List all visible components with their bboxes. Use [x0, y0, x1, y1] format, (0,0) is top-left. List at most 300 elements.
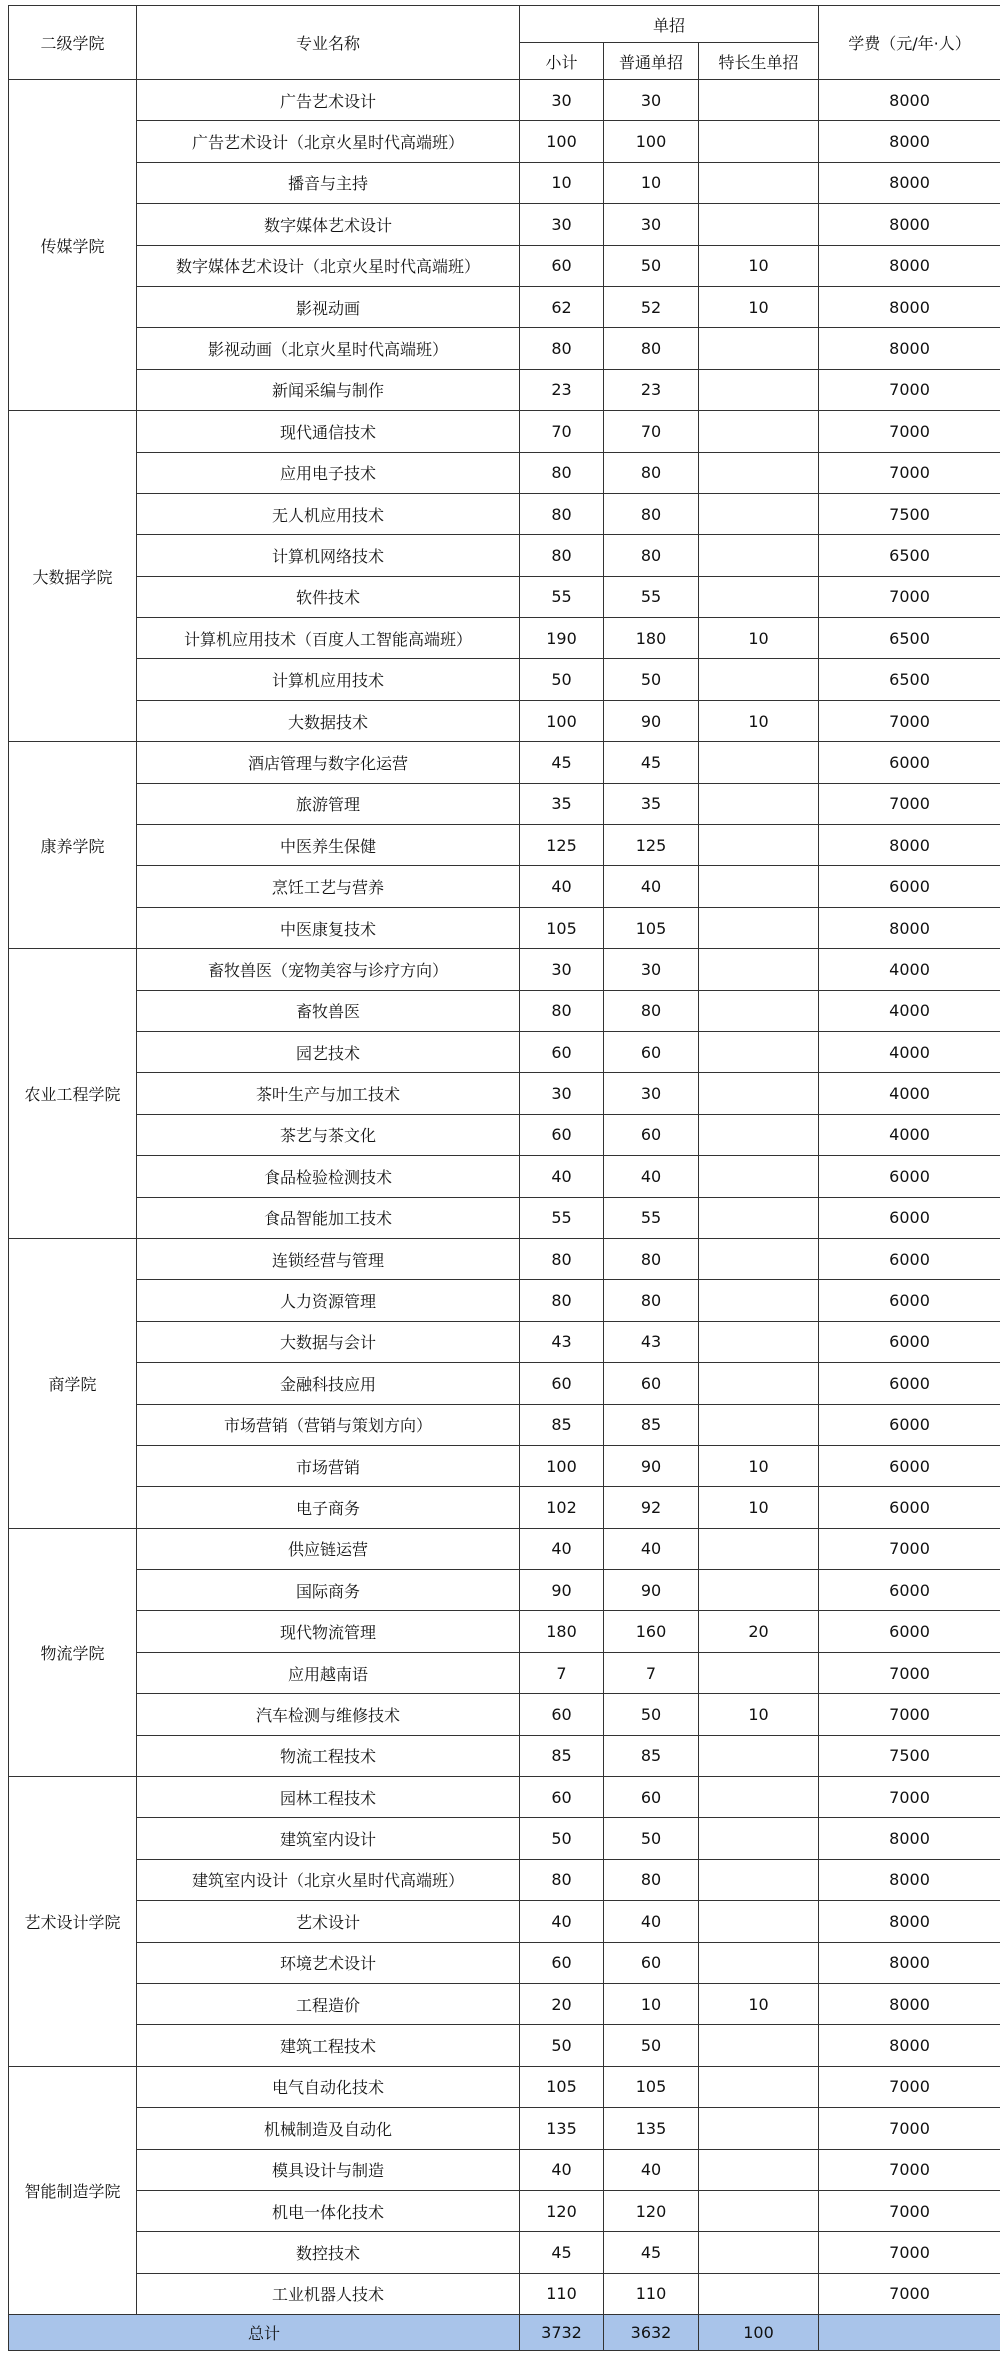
regular-cell: 160 — [604, 1611, 699, 1652]
special-cell — [699, 204, 819, 245]
subtotal-cell: 50 — [520, 1818, 604, 1859]
subtotal-cell: 80 — [520, 493, 604, 534]
major-name: 国际商务 — [137, 1570, 520, 1611]
header-subtotal: 小计 — [520, 43, 604, 80]
total-row — [9, 2315, 1000, 2351]
major-name: 数字媒体艺术设计（北京火星时代高端班） — [137, 245, 520, 286]
major-name: 茶艺与茶文化 — [137, 1114, 520, 1155]
regular-cell: 55 — [604, 576, 699, 617]
subtotal-cell: 70 — [520, 411, 604, 452]
regular-cell: 52 — [604, 286, 699, 327]
regular-cell: 30 — [604, 80, 699, 121]
special-cell — [699, 1735, 819, 1776]
tuition-cell: 7000 — [819, 783, 1000, 824]
regular-cell: 50 — [604, 2025, 699, 2066]
major-name: 大数据技术 — [137, 700, 520, 741]
special-cell: 10 — [699, 618, 819, 659]
table-row — [9, 121, 1000, 162]
tuition-cell: 6000 — [819, 742, 1000, 783]
major-name: 计算机应用技术 — [137, 659, 520, 700]
table-row — [9, 1528, 1000, 1569]
regular-cell: 45 — [604, 2232, 699, 2273]
tuition-cell: 6000 — [819, 1238, 1000, 1279]
tuition-cell: 4000 — [819, 949, 1000, 990]
tuition-cell: 7000 — [819, 2149, 1000, 2190]
table-row — [9, 1611, 1000, 1652]
table-row — [9, 162, 1000, 203]
special-cell — [699, 1859, 819, 1900]
regular-cell: 30 — [604, 1073, 699, 1114]
subtotal-cell: 102 — [520, 1487, 604, 1528]
special-cell — [699, 1114, 819, 1155]
major-name: 机电一体化技术 — [137, 2190, 520, 2231]
special-cell — [699, 162, 819, 203]
major-name: 工程造价 — [137, 1983, 520, 2024]
table-row — [9, 369, 1000, 410]
tuition-cell: 6000 — [819, 1611, 1000, 1652]
regular-cell: 110 — [604, 2273, 699, 2314]
table-row — [9, 1114, 1000, 1155]
table-row — [9, 1570, 1000, 1611]
regular-cell: 125 — [604, 825, 699, 866]
tuition-cell: 7500 — [819, 1735, 1000, 1776]
special-cell — [699, 535, 819, 576]
college-name: 智能制造学院 — [9, 2066, 137, 2314]
subtotal-cell: 60 — [520, 1363, 604, 1404]
table-row — [9, 1942, 1000, 1983]
major-name: 大数据与会计 — [137, 1321, 520, 1362]
tuition-cell: 8000 — [819, 204, 1000, 245]
table-row — [9, 2273, 1000, 2314]
subtotal-cell: 120 — [520, 2190, 604, 2231]
major-name: 食品检验检测技术 — [137, 1156, 520, 1197]
major-name: 现代物流管理 — [137, 1611, 520, 1652]
table-row — [9, 2149, 1000, 2190]
regular-cell: 92 — [604, 1487, 699, 1528]
tuition-cell: 7000 — [819, 1694, 1000, 1735]
subtotal-cell: 110 — [520, 2273, 604, 2314]
table-footer — [9, 2315, 1000, 2351]
special-cell — [699, 1238, 819, 1279]
subtotal-cell: 80 — [520, 1280, 604, 1321]
tuition-cell: 6000 — [819, 1197, 1000, 1238]
subtotal-cell: 100 — [520, 1445, 604, 1486]
subtotal-cell: 80 — [520, 535, 604, 576]
major-name: 计算机应用技术（百度人工智能高端班） — [137, 618, 520, 659]
major-name: 应用电子技术 — [137, 452, 520, 493]
tuition-cell: 6000 — [819, 866, 1000, 907]
subtotal-cell: 50 — [520, 659, 604, 700]
subtotal-cell: 105 — [520, 907, 604, 948]
tuition-cell: 6000 — [819, 1363, 1000, 1404]
major-name: 供应链运营 — [137, 1528, 520, 1569]
tuition-cell: 8000 — [819, 1859, 1000, 1900]
tuition-cell: 8000 — [819, 286, 1000, 327]
special-cell — [699, 1404, 819, 1445]
table-row — [9, 1073, 1000, 1114]
header-tuition: 学费（元/年·人） — [819, 6, 1000, 80]
subtotal-cell: 60 — [520, 1031, 604, 1072]
table-header — [9, 6, 1000, 80]
tuition-cell: 4000 — [819, 1031, 1000, 1072]
subtotal-cell: 125 — [520, 825, 604, 866]
regular-cell: 120 — [604, 2190, 699, 2231]
tuition-cell: 8000 — [819, 2025, 1000, 2066]
table-row — [9, 2190, 1000, 2231]
regular-cell: 100 — [604, 121, 699, 162]
special-cell — [699, 1570, 819, 1611]
subtotal-cell: 62 — [520, 286, 604, 327]
subtotal-cell: 40 — [520, 1528, 604, 1569]
tuition-cell: 7500 — [819, 493, 1000, 534]
regular-cell: 50 — [604, 1694, 699, 1735]
subtotal-cell: 100 — [520, 121, 604, 162]
tuition-cell: 7000 — [819, 369, 1000, 410]
special-cell — [699, 1652, 819, 1693]
subtotal-cell: 85 — [520, 1404, 604, 1445]
regular-cell: 60 — [604, 1031, 699, 1072]
tuition-cell: 7000 — [819, 411, 1000, 452]
subtotal-cell: 190 — [520, 618, 604, 659]
major-name: 数字媒体艺术设计 — [137, 204, 520, 245]
table-row — [9, 618, 1000, 659]
major-name: 广告艺术设计（北京火星时代高端班） — [137, 121, 520, 162]
major-name: 环境艺术设计 — [137, 1942, 520, 1983]
table-row — [9, 1404, 1000, 1445]
table-row — [9, 286, 1000, 327]
regular-cell: 180 — [604, 618, 699, 659]
regular-cell: 60 — [604, 1363, 699, 1404]
table-row — [9, 700, 1000, 741]
subtotal-cell: 60 — [520, 1942, 604, 1983]
subtotal-cell: 30 — [520, 80, 604, 121]
subtotal-cell: 55 — [520, 1197, 604, 1238]
table-row — [9, 1694, 1000, 1735]
college-name: 商学院 — [9, 1238, 137, 1528]
subtotal-cell: 180 — [520, 1611, 604, 1652]
major-name: 畜牧兽医 — [137, 990, 520, 1031]
tuition-cell: 6000 — [819, 1280, 1000, 1321]
major-name: 旅游管理 — [137, 783, 520, 824]
special-cell — [699, 2066, 819, 2107]
regular-cell: 85 — [604, 1735, 699, 1776]
subtotal-cell: 85 — [520, 1735, 604, 1776]
table-row — [9, 742, 1000, 783]
college-name: 大数据学院 — [9, 411, 137, 742]
tuition-cell: 7000 — [819, 700, 1000, 741]
table-row — [9, 204, 1000, 245]
total-fee — [819, 2315, 1000, 2351]
table-row — [9, 1818, 1000, 1859]
major-name: 无人机应用技术 — [137, 493, 520, 534]
subtotal-cell: 40 — [520, 1156, 604, 1197]
special-cell: 20 — [699, 1611, 819, 1652]
special-cell — [699, 783, 819, 824]
subtotal-cell: 55 — [520, 576, 604, 617]
tuition-cell: 6500 — [819, 618, 1000, 659]
table-row — [9, 2232, 1000, 2273]
major-name: 市场营销（营销与策划方向） — [137, 1404, 520, 1445]
major-name: 电子商务 — [137, 1487, 520, 1528]
special-cell — [699, 2273, 819, 2314]
subtotal-cell: 40 — [520, 2149, 604, 2190]
tuition-cell: 4000 — [819, 1073, 1000, 1114]
table-row — [9, 452, 1000, 493]
major-name: 物流工程技术 — [137, 1735, 520, 1776]
regular-cell: 10 — [604, 1983, 699, 2024]
special-cell — [699, 1942, 819, 1983]
regular-cell: 23 — [604, 369, 699, 410]
header-special: 特长生单招 — [699, 43, 819, 80]
college-name: 农业工程学院 — [9, 949, 137, 1239]
major-name: 金融科技应用 — [137, 1363, 520, 1404]
subtotal-cell: 20 — [520, 1983, 604, 2024]
major-name: 畜牧兽医（宠物美容与诊疗方向） — [137, 949, 520, 990]
special-cell — [699, 121, 819, 162]
subtotal-cell: 23 — [520, 369, 604, 410]
subtotal-cell: 80 — [520, 1238, 604, 1279]
college-name: 传媒学院 — [9, 80, 137, 411]
subtotal-cell: 60 — [520, 1694, 604, 1735]
tuition-cell: 6000 — [819, 1445, 1000, 1486]
regular-cell: 50 — [604, 659, 699, 700]
special-cell — [699, 411, 819, 452]
major-name: 播音与主持 — [137, 162, 520, 203]
tuition-cell: 8000 — [819, 80, 1000, 121]
subtotal-cell: 60 — [520, 245, 604, 286]
regular-cell: 43 — [604, 1321, 699, 1362]
regular-cell: 80 — [604, 493, 699, 534]
tuition-cell: 6000 — [819, 1404, 1000, 1445]
tuition-cell: 7000 — [819, 452, 1000, 493]
subtotal-cell: 30 — [520, 204, 604, 245]
subtotal-cell: 40 — [520, 866, 604, 907]
special-cell: 10 — [699, 1694, 819, 1735]
table-row — [9, 328, 1000, 369]
major-name: 园艺技术 — [137, 1031, 520, 1072]
college-name: 物流学院 — [9, 1528, 137, 1776]
special-cell — [699, 659, 819, 700]
tuition-cell: 6000 — [819, 1156, 1000, 1197]
special-cell: 10 — [699, 700, 819, 741]
tuition-cell: 7000 — [819, 2108, 1000, 2149]
major-name: 茶叶生产与加工技术 — [137, 1073, 520, 1114]
regular-cell: 60 — [604, 1114, 699, 1155]
subtotal-cell: 80 — [520, 990, 604, 1031]
regular-cell: 55 — [604, 1197, 699, 1238]
special-cell: 10 — [699, 1445, 819, 1486]
tuition-cell: 6000 — [819, 1321, 1000, 1362]
table-row — [9, 1652, 1000, 1693]
enrollment-plan-table — [8, 5, 1000, 2351]
special-cell — [699, 80, 819, 121]
special-cell — [699, 1197, 819, 1238]
regular-cell: 50 — [604, 1818, 699, 1859]
tuition-cell: 8000 — [819, 825, 1000, 866]
college-name: 康养学院 — [9, 742, 137, 949]
table-row — [9, 949, 1000, 990]
tuition-cell: 8000 — [819, 121, 1000, 162]
tuition-cell: 6500 — [819, 659, 1000, 700]
special-cell — [699, 1818, 819, 1859]
tuition-cell: 7000 — [819, 1652, 1000, 1693]
major-name: 食品智能加工技术 — [137, 1197, 520, 1238]
table-row — [9, 80, 1000, 121]
subtotal-cell: 60 — [520, 1114, 604, 1155]
table-row — [9, 1156, 1000, 1197]
special-cell — [699, 1280, 819, 1321]
special-cell — [699, 2149, 819, 2190]
major-name: 模具设计与制造 — [137, 2149, 520, 2190]
regular-cell: 10 — [604, 162, 699, 203]
regular-cell: 70 — [604, 411, 699, 452]
regular-cell: 40 — [604, 2149, 699, 2190]
subtotal-cell: 80 — [520, 1859, 604, 1900]
tuition-cell: 8000 — [819, 1901, 1000, 1942]
table-row — [9, 1031, 1000, 1072]
tuition-cell: 7000 — [819, 1528, 1000, 1569]
subtotal-cell: 100 — [520, 700, 604, 741]
regular-cell: 60 — [604, 1942, 699, 1983]
subtotal-cell: 80 — [520, 328, 604, 369]
table-row — [9, 2025, 1000, 2066]
tuition-cell: 6500 — [819, 535, 1000, 576]
subtotal-cell: 10 — [520, 162, 604, 203]
subtotal-cell: 50 — [520, 2025, 604, 2066]
regular-cell: 80 — [604, 1238, 699, 1279]
regular-cell: 35 — [604, 783, 699, 824]
regular-cell: 50 — [604, 245, 699, 286]
regular-cell: 90 — [604, 1445, 699, 1486]
table-row — [9, 1487, 1000, 1528]
major-name: 人力资源管理 — [137, 1280, 520, 1321]
table-row — [9, 411, 1000, 452]
special-cell — [699, 2190, 819, 2231]
table-row — [9, 1901, 1000, 1942]
special-cell — [699, 742, 819, 783]
regular-cell: 80 — [604, 452, 699, 493]
tuition-cell: 8000 — [819, 328, 1000, 369]
table-row — [9, 2066, 1000, 2107]
special-cell — [699, 1073, 819, 1114]
header-regular: 普通单招 — [604, 43, 699, 80]
subtotal-cell: 45 — [520, 742, 604, 783]
major-name: 新闻采编与制作 — [137, 369, 520, 410]
regular-cell: 105 — [604, 907, 699, 948]
tuition-cell: 8000 — [819, 907, 1000, 948]
tuition-cell: 6000 — [819, 1487, 1000, 1528]
major-name: 电气自动化技术 — [137, 2066, 520, 2107]
subtotal-cell: 43 — [520, 1321, 604, 1362]
regular-cell: 40 — [604, 1156, 699, 1197]
regular-cell: 45 — [604, 742, 699, 783]
major-name: 影视动画（北京火星时代高端班） — [137, 328, 520, 369]
special-cell — [699, 949, 819, 990]
subtotal-cell: 105 — [520, 2066, 604, 2107]
tuition-cell: 8000 — [819, 162, 1000, 203]
table-row — [9, 1197, 1000, 1238]
regular-cell: 135 — [604, 2108, 699, 2149]
enrollment-plan-table-wrapper — [8, 5, 1000, 2351]
special-cell — [699, 825, 819, 866]
special-cell: 10 — [699, 1487, 819, 1528]
subtotal-cell: 40 — [520, 1901, 604, 1942]
table-row — [9, 907, 1000, 948]
special-cell — [699, 1031, 819, 1072]
major-name: 市场营销 — [137, 1445, 520, 1486]
tuition-cell: 8000 — [819, 1942, 1000, 1983]
table-row — [9, 1238, 1000, 1279]
special-cell — [699, 1156, 819, 1197]
special-cell — [699, 1528, 819, 1569]
major-name: 园林工程技术 — [137, 1777, 520, 1818]
special-cell: 10 — [699, 286, 819, 327]
major-name: 酒店管理与数字化运营 — [137, 742, 520, 783]
tuition-cell: 7000 — [819, 2273, 1000, 2314]
tuition-cell: 4000 — [819, 1114, 1000, 1155]
special-cell — [699, 1901, 819, 1942]
major-name: 汽车检测与维修技术 — [137, 1694, 520, 1735]
special-cell: 10 — [699, 1983, 819, 2024]
special-cell: 10 — [699, 245, 819, 286]
regular-cell: 30 — [604, 204, 699, 245]
special-cell — [699, 328, 819, 369]
regular-cell: 40 — [604, 1528, 699, 1569]
table-row — [9, 1735, 1000, 1776]
table-row — [9, 1445, 1000, 1486]
tuition-cell: 4000 — [819, 990, 1000, 1031]
regular-cell: 60 — [604, 1777, 699, 1818]
special-cell — [699, 576, 819, 617]
regular-cell: 80 — [604, 1280, 699, 1321]
special-cell — [699, 1363, 819, 1404]
major-name: 影视动画 — [137, 286, 520, 327]
special-cell — [699, 907, 819, 948]
major-name: 建筑室内设计 — [137, 1818, 520, 1859]
total-subtotal: 3732 — [520, 2315, 604, 2351]
table-row — [9, 1363, 1000, 1404]
table-row — [9, 2108, 1000, 2149]
special-cell — [699, 452, 819, 493]
tuition-cell: 6000 — [819, 1570, 1000, 1611]
tuition-cell: 7000 — [819, 2066, 1000, 2107]
subtotal-cell: 35 — [520, 783, 604, 824]
subtotal-cell: 45 — [520, 2232, 604, 2273]
subtotal-cell: 60 — [520, 1777, 604, 1818]
regular-cell: 85 — [604, 1404, 699, 1445]
table-row — [9, 1321, 1000, 1362]
special-cell — [699, 369, 819, 410]
college-name: 艺术设计学院 — [9, 1777, 137, 2067]
table-body — [9, 80, 1000, 2315]
tuition-cell: 8000 — [819, 1983, 1000, 2024]
regular-cell: 80 — [604, 990, 699, 1031]
regular-cell: 40 — [604, 866, 699, 907]
subtotal-cell: 30 — [520, 1073, 604, 1114]
header-major: 专业名称 — [137, 6, 520, 80]
table-row — [9, 493, 1000, 534]
special-cell — [699, 990, 819, 1031]
major-name: 中医养生保健 — [137, 825, 520, 866]
special-cell — [699, 2232, 819, 2273]
total-special: 100 — [699, 2315, 819, 2351]
major-name: 工业机器人技术 — [137, 2273, 520, 2314]
special-cell — [699, 1777, 819, 1818]
subtotal-cell: 80 — [520, 452, 604, 493]
table-row — [9, 576, 1000, 617]
regular-cell: 80 — [604, 1859, 699, 1900]
table-row — [9, 783, 1000, 824]
